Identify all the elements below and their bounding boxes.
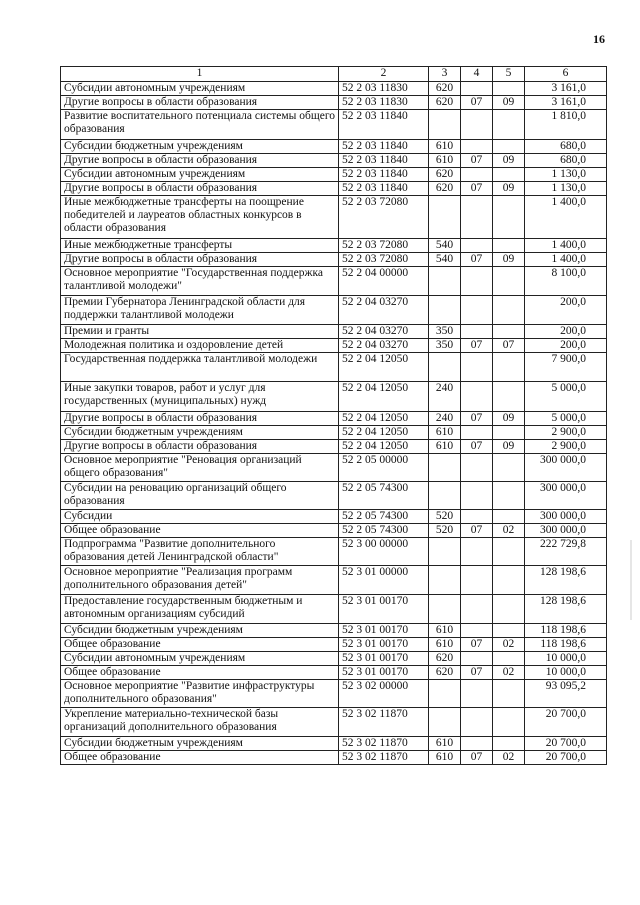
table-row [61,524,607,538]
table-row [61,96,607,110]
cell-name: Общее образование [61,638,339,652]
cell-subsection: 02 [493,666,525,680]
table-row [61,482,607,510]
cell-section [461,353,493,382]
cell-amount: 1 130,0 [525,182,607,196]
cell-section [461,325,493,339]
cell-amount: 300 000,0 [525,482,607,510]
cell-amount: 128 198,6 [525,566,607,595]
cell-subsection: 09 [493,96,525,110]
cell-section: 07 [461,440,493,454]
table-row [61,638,607,652]
cell-name: Субсидии бюджетным учреждениям [61,140,339,154]
budget-table [60,66,607,765]
cell-amount: 128 198,6 [525,595,607,624]
cell-subsection [493,510,525,524]
cell-section [461,454,493,482]
cell-amount: 2 900,0 [525,440,607,454]
cell-expense-type: 610 [429,624,461,638]
cell-name: Субсидии автономным учреждениям [61,82,339,96]
cell-subsection [493,737,525,751]
cell-name: Предоставление государственным бюджетным и автономным организациям субсидий [61,595,339,624]
cell-section [461,566,493,595]
cell-amount: 3 161,0 [525,82,607,96]
cell-name: Общее образование [61,751,339,765]
table-row [61,454,607,482]
table-row [61,412,607,426]
cell-expense-type [429,353,461,382]
cell-target-code: 52 3 02 11870 [339,708,429,737]
cell-amount: 7 900,0 [525,353,607,382]
cell-name: Другие вопросы в области образования [61,154,339,168]
cell-section [461,140,493,154]
cell-target-code: 52 3 01 00170 [339,595,429,624]
cell-amount: 1 810,0 [525,110,607,140]
cell-expense-type: 610 [429,140,461,154]
table-row [61,339,607,353]
cell-name: Основное мероприятие "Государственная поддержка талантливой молодежи" [61,267,339,296]
cell-subsection [493,325,525,339]
cell-target-code: 52 3 01 00170 [339,624,429,638]
cell-amount: 8 100,0 [525,267,607,296]
cell-subsection: 09 [493,154,525,168]
cell-target-code: 52 2 05 74300 [339,510,429,524]
cell-expense-type [429,680,461,708]
cell-subsection [493,168,525,182]
cell-target-code: 52 2 03 11840 [339,182,429,196]
column-header: 3 [429,67,461,82]
cell-name: Общее образование [61,666,339,680]
cell-expense-type [429,110,461,140]
cell-expense-type: 540 [429,253,461,267]
cell-amount: 5 000,0 [525,412,607,426]
cell-expense-type: 610 [429,154,461,168]
cell-subsection: 09 [493,182,525,196]
table-row [61,595,607,624]
cell-target-code: 52 2 04 03270 [339,296,429,325]
column-header: 6 [525,67,607,82]
cell-name: Развитие воспитательного потенциала системы общего образования [61,110,339,140]
table-row [61,652,607,666]
cell-expense-type: 240 [429,382,461,412]
cell-section [461,296,493,325]
cell-section [461,196,493,239]
cell-name: Общее образование [61,524,339,538]
cell-name: Другие вопросы в области образования [61,440,339,454]
cell-expense-type: 350 [429,325,461,339]
cell-amount: 680,0 [525,154,607,168]
cell-name: Молодежная политика и оздоровление детей [61,339,339,353]
cell-amount: 20 700,0 [525,708,607,737]
cell-target-code: 52 2 03 11830 [339,96,429,110]
table-row [61,566,607,595]
cell-amount: 20 700,0 [525,737,607,751]
cell-target-code: 52 2 03 72080 [339,196,429,239]
cell-expense-type: 620 [429,182,461,196]
column-header: 2 [339,67,429,82]
cell-expense-type: 620 [429,666,461,680]
cell-subsection: 07 [493,339,525,353]
cell-amount: 118 198,6 [525,638,607,652]
table-row [61,737,607,751]
cell-section [461,168,493,182]
cell-amount: 222 729,8 [525,538,607,566]
cell-expense-type: 620 [429,82,461,96]
cell-target-code: 52 2 04 12050 [339,382,429,412]
cell-name: Основное мероприятие "Реализация программ дополнительного образования детей" [61,566,339,595]
cell-subsection [493,426,525,440]
cell-section [461,538,493,566]
cell-expense-type: 540 [429,239,461,253]
cell-expense-type: 620 [429,652,461,666]
cell-subsection [493,652,525,666]
cell-amount: 1 400,0 [525,239,607,253]
table-row [61,708,607,737]
cell-expense-type: 350 [429,339,461,353]
cell-subsection [493,110,525,140]
cell-target-code: 52 3 01 00170 [339,652,429,666]
column-header: 4 [461,67,493,82]
cell-expense-type: 620 [429,168,461,182]
cell-expense-type: 610 [429,638,461,652]
table-row [61,538,607,566]
cell-subsection [493,454,525,482]
cell-subsection [493,382,525,412]
cell-expense-type: 610 [429,751,461,765]
cell-target-code: 52 2 03 72080 [339,239,429,253]
cell-target-code: 52 3 00 00000 [339,538,429,566]
cell-amount: 300 000,0 [525,524,607,538]
cell-section [461,482,493,510]
cell-subsection [493,482,525,510]
table-row [61,168,607,182]
cell-subsection [493,353,525,382]
cell-subsection: 02 [493,524,525,538]
cell-expense-type [429,595,461,624]
cell-amount: 1 400,0 [525,253,607,267]
table-row [61,510,607,524]
cell-subsection: 02 [493,638,525,652]
cell-subsection [493,82,525,96]
table-row [61,239,607,253]
table-header-row [61,67,607,82]
cell-target-code: 52 2 04 12050 [339,440,429,454]
cell-amount: 1 130,0 [525,168,607,182]
cell-section [461,652,493,666]
cell-section [461,624,493,638]
cell-name: Субсидии на реновацию организаций общего образования [61,482,339,510]
cell-section [461,82,493,96]
column-header: 1 [61,67,339,82]
cell-target-code: 52 2 05 00000 [339,454,429,482]
cell-expense-type [429,454,461,482]
cell-target-code: 52 2 03 72080 [339,253,429,267]
cell-name: Премии и гранты [61,325,339,339]
cell-subsection [493,680,525,708]
cell-section [461,510,493,524]
cell-target-code: 52 3 01 00170 [339,666,429,680]
table-row [61,353,607,382]
cell-amount: 200,0 [525,325,607,339]
table-row [61,82,607,96]
table-row [61,325,607,339]
cell-name: Государственная поддержка талантливой молодежи [61,353,339,382]
cell-subsection [493,708,525,737]
cell-expense-type [429,296,461,325]
table-row [61,182,607,196]
cell-expense-type [429,267,461,296]
cell-target-code: 52 2 05 74300 [339,482,429,510]
cell-section [461,737,493,751]
cell-name: Другие вопросы в области образования [61,412,339,426]
cell-subsection [493,239,525,253]
cell-name: Другие вопросы в области образования [61,96,339,110]
cell-section: 07 [461,666,493,680]
cell-amount: 10 000,0 [525,652,607,666]
table-row [61,426,607,440]
cell-section: 07 [461,253,493,267]
cell-expense-type: 520 [429,510,461,524]
cell-target-code: 52 2 03 11830 [339,82,429,96]
cell-name: Другие вопросы в области образования [61,253,339,267]
cell-section: 07 [461,412,493,426]
cell-expense-type [429,196,461,239]
cell-amount: 200,0 [525,339,607,353]
cell-target-code: 52 3 01 00000 [339,566,429,595]
cell-subsection: 09 [493,440,525,454]
cell-target-code: 52 2 04 12050 [339,412,429,426]
cell-amount: 93 095,2 [525,680,607,708]
cell-amount: 1 400,0 [525,196,607,239]
cell-amount: 300 000,0 [525,454,607,482]
cell-expense-type [429,566,461,595]
column-header: 5 [493,67,525,82]
cell-subsection [493,296,525,325]
table-row [61,140,607,154]
cell-subsection [493,595,525,624]
cell-target-code: 52 2 04 03270 [339,325,429,339]
cell-name: Основное мероприятие "Развитие инфраструктуры дополнительного образования" [61,680,339,708]
cell-section [461,708,493,737]
cell-name: Субсидии автономным учреждениям [61,652,339,666]
cell-target-code: 52 2 03 11840 [339,154,429,168]
cell-expense-type: 610 [429,440,461,454]
cell-name: Субсидии бюджетным учреждениям [61,426,339,440]
table-row [61,296,607,325]
table-row [61,196,607,239]
cell-expense-type: 520 [429,524,461,538]
cell-section [461,426,493,440]
cell-subsection [493,566,525,595]
cell-target-code: 52 2 05 74300 [339,524,429,538]
cell-section: 07 [461,339,493,353]
table-row [61,624,607,638]
cell-section: 07 [461,96,493,110]
cell-target-code: 52 2 04 12050 [339,353,429,382]
cell-amount: 300 000,0 [525,510,607,524]
cell-expense-type: 620 [429,96,461,110]
scan-edge-mark [630,540,632,620]
cell-name: Укрепление материально-технической базы организаций дополнительного образования [61,708,339,737]
cell-amount: 10 000,0 [525,666,607,680]
cell-target-code: 52 3 02 11870 [339,737,429,751]
cell-target-code: 52 3 02 11870 [339,751,429,765]
cell-name: Премии Губернатора Ленинградской области для поддержки талантливой молодежи [61,296,339,325]
cell-name: Подпрограмма "Развитие дополнительного образования детей Ленинградской области" [61,538,339,566]
cell-name: Иные межбюджетные трансферты [61,239,339,253]
cell-name: Субсидии бюджетным учреждениям [61,737,339,751]
table-row [61,253,607,267]
table-row [61,440,607,454]
table-body [61,67,607,765]
cell-subsection [493,267,525,296]
cell-target-code: 52 2 03 11840 [339,168,429,182]
cell-section [461,110,493,140]
table-row [61,680,607,708]
cell-section: 07 [461,638,493,652]
cell-name: Иные межбюджетные трансферты на поощрение победителей и лауреатов областных конкурсов в области образования [61,196,339,239]
cell-section [461,595,493,624]
cell-amount: 2 900,0 [525,426,607,440]
cell-name: Иные закупки товаров, работ и услуг для государственных (муниципальных) нужд [61,382,339,412]
cell-target-code: 52 2 04 03270 [339,339,429,353]
cell-target-code: 52 2 03 11840 [339,110,429,140]
cell-name: Другие вопросы в области образования [61,182,339,196]
cell-amount: 200,0 [525,296,607,325]
table-row [61,154,607,168]
table-row [61,666,607,680]
cell-target-code: 52 2 04 00000 [339,267,429,296]
cell-amount: 680,0 [525,140,607,154]
cell-section [461,267,493,296]
cell-target-code: 52 3 02 00000 [339,680,429,708]
cell-subsection: 09 [493,412,525,426]
page-number: 16 [593,32,605,46]
cell-subsection [493,538,525,566]
table-row [61,267,607,296]
cell-target-code: 52 2 03 11840 [339,140,429,154]
cell-section: 07 [461,182,493,196]
cell-section: 07 [461,751,493,765]
cell-amount: 20 700,0 [525,751,607,765]
cell-expense-type [429,708,461,737]
table-row [61,110,607,140]
cell-section: 07 [461,524,493,538]
cell-name: Субсидии [61,510,339,524]
cell-expense-type [429,538,461,566]
cell-section [461,680,493,708]
cell-subsection [493,140,525,154]
cell-subsection: 02 [493,751,525,765]
cell-expense-type: 610 [429,737,461,751]
cell-expense-type: 610 [429,426,461,440]
cell-name: Основное мероприятие "Реновация организаций общего образования" [61,454,339,482]
cell-expense-type: 240 [429,412,461,426]
cell-target-code: 52 3 01 00170 [339,638,429,652]
cell-subsection [493,196,525,239]
table-row [61,382,607,412]
cell-target-code: 52 2 04 12050 [339,426,429,440]
cell-section: 07 [461,154,493,168]
cell-section [461,239,493,253]
cell-expense-type [429,482,461,510]
cell-subsection: 09 [493,253,525,267]
cell-amount: 5 000,0 [525,382,607,412]
cell-name: Субсидии бюджетным учреждениям [61,624,339,638]
cell-section [461,382,493,412]
cell-name: Субсидии автономным учреждениям [61,168,339,182]
table-row [61,751,607,765]
cell-amount: 118 198,6 [525,624,607,638]
cell-amount: 3 161,0 [525,96,607,110]
cell-subsection [493,624,525,638]
